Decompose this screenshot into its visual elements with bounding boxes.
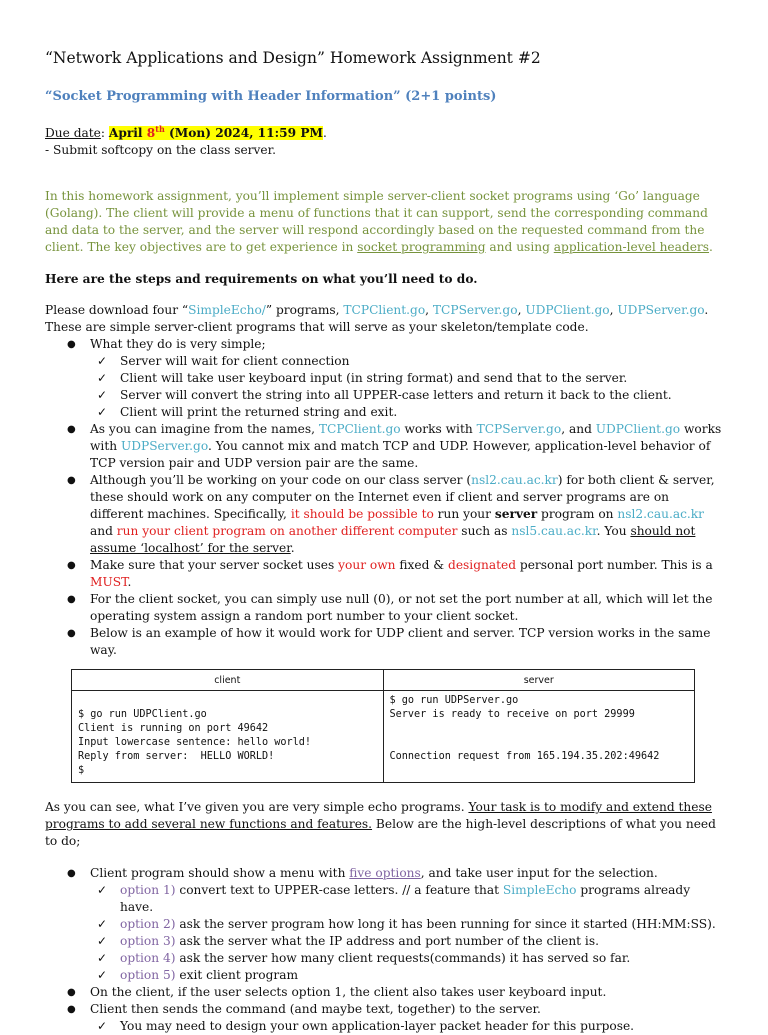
option-item: ✓ option 2) ask the server program how long it has been running for since it started (HH:MM:SS). [97, 917, 716, 932]
app-headers-link: application-level headers [553, 240, 710, 255]
checkmark-icon: ✓ [97, 951, 108, 966]
list-item: ● Client then sends the command (and maybe text, together) to the server. ✓ You may need to design your own application-layer packet header for this purpose. [45, 1001, 725, 1035]
list-item: ● What they do is very simple; ✓ Server will wait for client connection ✓ Client will take user keyboard input (in string format) and send that to the server. ✓ Server will convert the string into all UPPER-case letters and return it back to the client. ✓ Client will print the returned string and exit. [45, 336, 725, 421]
list-item: ● For the client socket, you can simply use null (0), or not set the port number at all, which will let the operating system assign a random port number to your client socket. [67, 592, 713, 624]
bullet-icon: ● [67, 628, 76, 640]
submit-note: - Submit softcopy on the class server. [45, 143, 276, 158]
steps-heading: Here are the steps and requirements on what you’ll need to do. [45, 272, 478, 287]
task-list [45, 865, 725, 1035]
sub-list [90, 353, 725, 421]
table-header-server: server [383, 670, 695, 691]
option-item: ✓ option 3) ask the server what the IP address and port number of the client is. [97, 934, 599, 949]
list-item: ● Make sure that your server socket uses your own fixed & designated personal port number. This is a MUST. [67, 558, 713, 590]
requirements-list [45, 336, 725, 659]
bullet-icon: ● [67, 475, 76, 487]
list-item: ● Below is an example of how it would work for UDP client and server. TCP version works in the same way. [67, 626, 711, 658]
checkmark-icon: ✓ [97, 883, 108, 898]
client-output-cell: $ go run UDPClient.go Client is running on port 49642 Input lowercase sentence: hello world! Reply from server: HELLO WORLD! $ [72, 691, 384, 783]
server-output-cell: $ go run UDPServer.go Server is ready to receive on port 29999 Connection request from 165.194.35.202:49642 [383, 691, 695, 783]
list-item: ● Although you’ll be working on your code on our class server (nsl2.cau.ac.kr) for both client & server, these should work on any computer on the Internet even if client and server programs are on different machines. Specifically, it should be possible to run your server program on nsl2.cau.ac.kr and run your client program on another different computer such as nsl5.cau.ac.kr. You should not assume ‘localhost’ for the server. [67, 473, 715, 556]
checkmark-icon: ✓ [97, 917, 108, 932]
udpclient-link[interactable]: UDPClient.go [525, 303, 610, 318]
list-item: ● On the client, if the user selects option 1, the client also takes user keyboard input. [67, 985, 607, 1000]
checkmark-icon: ✓ [97, 1019, 108, 1034]
list-item: ✓ Client will take user keyboard input (in string format) and send that to the server. [97, 371, 628, 386]
bullet-icon: ● [67, 560, 76, 572]
download-paragraph: Please download four “SimpleEcho/” programs, TCPClient.go, TCPServer.go, UDPClient.go, UDPServer.go. These are simple server-client programs that will serve as your skeleton/template code. [45, 303, 709, 335]
list-item: ✓ You may need to design your own application-layer packet header for this purpose. [97, 1019, 635, 1034]
option-item: ✓ option 1) convert text to UPPER-case letters. // a feature that SimpleEcho programs already have. [97, 883, 691, 915]
due-label: Due date [45, 126, 101, 141]
option-item: ✓ option 4) ask the server how many client requests(commands) it has served so far. [97, 951, 631, 966]
udpserver-link[interactable]: UDPServer.go [617, 303, 705, 318]
tcpclient-link[interactable]: TCPClient.go [343, 303, 426, 318]
list-item: ✓ Client will print the returned string and exit. [97, 405, 398, 420]
example-io-table [71, 669, 695, 783]
simpleecho-link[interactable]: SimpleEcho/ [188, 303, 266, 318]
checkmark-icon: ✓ [97, 388, 108, 403]
bullet-icon: ● [67, 339, 76, 351]
checkmark-icon: ✓ [97, 968, 108, 983]
table-header-client: client [72, 670, 384, 691]
bullet-icon: ● [67, 987, 76, 999]
options-list [90, 882, 725, 984]
bullet-icon: ● [67, 424, 76, 436]
list-item: ● As you can imagine from the names, TCPClient.go works with TCPServer.go, and UDPClient.go works with UDPServer.go. You cannot mix and match TCP and UDP. However, application-level behavior of TCP version pair and UDP version pair are the same. [67, 422, 722, 471]
option-item: ✓ option 5) exit client program [97, 968, 299, 983]
list-item: ✓ Server will convert the string into all UPPER-case letters and return it back to the client. [97, 388, 672, 403]
list-item: ✓ Server will wait for client connection [97, 354, 350, 369]
socket-programming-link: socket programming [357, 240, 486, 255]
five-options-text: five options [349, 866, 421, 881]
checkmark-icon: ✓ [97, 405, 108, 420]
bullet-icon: ● [67, 1004, 76, 1016]
sub-list [90, 1018, 725, 1035]
bullet-icon: ● [67, 868, 76, 880]
page-title: “Network Applications and Design” Homework Assignment #2 [45, 49, 541, 67]
assignment-subtitle: “Socket Programming with Header Information” (2+1 points) [45, 89, 497, 104]
bullet-icon: ● [67, 594, 76, 606]
document-page [45, 44, 725, 1035]
list-item: ● Client program should show a menu with five options, and take user input for the selection. ✓ option 1) convert text to UPPER-case letters. // a feature that SimpleEcho programs already have. ✓ option 2) ask the server program how long it has been running for since it started (HH:MM:SS). ✓ option 3) ask the server what the IP address and port number of the client is. ✓ option 4) ask the server how many client requests(commands) it has served so far. ✓ option 5) exit client program [45, 865, 725, 984]
checkmark-icon: ✓ [97, 354, 108, 369]
task-paragraph: As you can see, what I’ve given you are very simple echo programs. Your task is to modify and extend these programs to add several new functions and features. Below are the high-level descriptions of what you need to do; [45, 800, 716, 849]
checkmark-icon: ✓ [97, 934, 108, 949]
intro-paragraph: In this homework assignment, you’ll implement simple server-client socket programs using ‘Go’ language (Golang). The client will provide a menu of functions that it can support, send the corresponding command and data to the server, and the server will respond accordingly based on the requested command from the client. The key objectives are to get experience in socket programming and using application-level headers. [45, 189, 713, 255]
tcpserver-link[interactable]: TCPServer.go [432, 303, 518, 318]
checkmark-icon: ✓ [97, 371, 108, 386]
due-date-highlight: April 8th (Mon) 2024, 11:59 PM [108, 124, 324, 141]
due-date-line: Due date: April 8th (Mon) 2024, 11:59 PM. [45, 124, 327, 141]
